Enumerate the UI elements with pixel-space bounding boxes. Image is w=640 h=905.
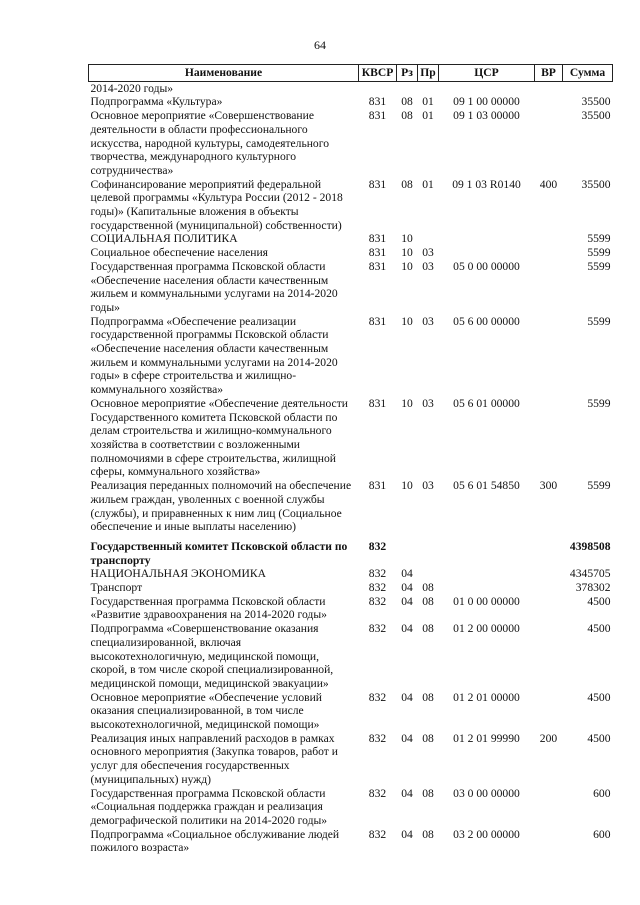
cell-csr: [439, 534, 535, 567]
cell-vr: [535, 622, 563, 691]
table-row: [89, 622, 613, 691]
cell-kvsr: 831: [368, 396, 387, 410]
cell-pr: 08: [422, 581, 434, 595]
cell-rz: 10: [401, 479, 413, 493]
cell-kvsr: 831: [368, 479, 387, 493]
header-sum: Сумма: [563, 65, 613, 82]
cell-rz: 10: [401, 259, 413, 273]
header-name: Наименование: [89, 65, 359, 82]
cell-sum: 4345705: [569, 567, 611, 581]
cell-sum: 4398508: [569, 539, 611, 553]
cell-sum: 5599: [587, 246, 611, 260]
cell-sum: 4500: [587, 731, 611, 745]
cell-sum: 4500: [587, 690, 611, 704]
cell-pr: 03: [422, 396, 434, 410]
cell-name: Подпрограмма «Социальное обслуживание людей пожилого возраста»: [90, 827, 340, 855]
cell-vr: 200: [539, 731, 558, 745]
cell-rz: 10: [401, 396, 413, 410]
cell-csr: 01 2 01 00000: [453, 690, 520, 704]
cell-rz: 08: [401, 177, 413, 191]
table-row: [89, 315, 613, 397]
cell-pr: 03: [422, 259, 434, 273]
cell-sum: 5599: [587, 314, 611, 328]
table-row: [89, 581, 613, 595]
cell-kvsr: 832: [368, 539, 387, 553]
cell-csr: 09 1 00 00000: [453, 95, 520, 109]
cell-sum: 35500: [581, 95, 611, 109]
cell-sum: 5599: [587, 232, 611, 246]
cell-rz: 10: [401, 232, 413, 246]
cell-csr: 01 0 00 00000: [453, 594, 520, 608]
cell-name: Основное мероприятие «Обеспечение деятельности Государственного комитета Псковской области по делам строительства и жилищно-коммунального хозяйства в соответствии с возложенными полномочиями в сфере строительства, жилищной сферы, коммунального хозяйства»: [90, 396, 348, 479]
cell-name: Подпрограмма «Совершенствование оказания специализированной, включая высокотехнологичную, медицинской помощи, скорой, в том числе скорой специализированной, медицинской помощи, медицинской эвакуации»: [90, 622, 334, 690]
cell-csr: [439, 81, 535, 95]
cell-sum: 35500: [581, 109, 611, 123]
cell-name: Государственная программа Псковской области «Социальная поддержка граждан и реализация демографической политики на 2014-2020 годы»: [90, 786, 328, 827]
cell-pr: 08: [422, 827, 434, 841]
cell-name: СОЦИАЛЬНАЯ ПОЛИТИКА: [90, 232, 238, 246]
cell-pr: 01: [422, 177, 434, 191]
cell-pr: 08: [422, 622, 434, 636]
cell-rz: 04: [401, 581, 413, 595]
cell-vr: [535, 81, 563, 95]
cell-pr: [418, 534, 439, 567]
cell-kvsr: 831: [368, 232, 387, 246]
table-row: [89, 81, 613, 95]
cell-sum: 35500: [581, 177, 611, 191]
cell-vr: [535, 534, 563, 567]
cell-pr: 01: [422, 95, 434, 109]
cell-name: Государственная программа Псковской области «Развитие здравоохранения на 2014-2020 годы»: [90, 594, 327, 622]
cell-pr: [418, 81, 439, 95]
cell-csr: 09 1 03 00000: [453, 109, 520, 123]
budget-table: [88, 64, 613, 855]
cell-name: Реализация иных направлений расходов в рамках основного мероприятия (Закупка товаров, работ и услуг для обеспечения государственных (муниципальных) нужд): [90, 731, 338, 786]
cell-rz: [397, 81, 418, 95]
cell-kvsr: 832: [368, 827, 387, 841]
cell-csr: 01 2 00 00000: [453, 622, 520, 636]
table-body: [89, 81, 613, 855]
cell-kvsr: 831: [368, 259, 387, 273]
table-row: [89, 732, 613, 787]
cell-vr: 400: [539, 177, 558, 191]
cell-csr: 09 1 03 R0140: [452, 177, 521, 191]
cell-kvsr: 832: [368, 581, 387, 595]
cell-vr: [535, 260, 563, 315]
table-row: [89, 691, 613, 732]
cell-rz: 04: [401, 594, 413, 608]
cell-sum: [563, 81, 613, 95]
cell-sum: 5599: [587, 396, 611, 410]
table-row: [89, 479, 613, 534]
cell-vr: [535, 595, 563, 622]
table-row: [89, 567, 613, 581]
table-row: [89, 828, 613, 855]
cell-rz: 04: [401, 731, 413, 745]
cell-pr: [418, 567, 439, 581]
cell-csr: [439, 581, 535, 595]
cell-rz: [397, 534, 418, 567]
cell-kvsr: 832: [368, 786, 387, 800]
cell-csr: 05 0 00 00000: [453, 259, 520, 273]
cell-pr: 03: [422, 479, 434, 493]
table-row: [89, 397, 613, 479]
cell-rz: 04: [401, 690, 413, 704]
header-pr: Пр: [418, 65, 439, 82]
table-row: [89, 787, 613, 828]
cell-csr: 05 6 00 00000: [453, 314, 520, 328]
cell-pr: 03: [422, 314, 434, 328]
cell-csr: [439, 246, 535, 260]
table-row: [89, 178, 613, 233]
cell-vr: [535, 232, 563, 246]
cell-kvsr: 831: [368, 246, 387, 260]
cell-kvsr: 831: [368, 177, 387, 191]
cell-name: Основное мероприятие «Совершенствование деятельности в области профессионального искусства, народной культуры, самодеятельного творчества, международного культурного сотрудничества»: [90, 109, 329, 177]
cell-kvsr: 831: [368, 314, 387, 328]
cell-kvsr: 832: [368, 690, 387, 704]
table-header: [89, 65, 613, 82]
cell-csr: 03 0 00 00000: [453, 786, 520, 800]
cell-kvsr: [359, 81, 397, 95]
cell-pr: 01: [422, 109, 434, 123]
cell-rz: 10: [401, 246, 413, 260]
cell-kvsr: 832: [368, 622, 387, 636]
cell-vr: [535, 691, 563, 732]
table-row: [89, 109, 613, 178]
cell-sum: 4500: [587, 622, 611, 636]
cell-sum: 5599: [587, 479, 611, 493]
cell-kvsr: 832: [368, 731, 387, 745]
cell-pr: [418, 232, 439, 246]
cell-rz: 08: [401, 109, 413, 123]
cell-sum: 378302: [575, 581, 611, 595]
cell-kvsr: 832: [368, 594, 387, 608]
cell-name: НАЦИОНАЛЬНАЯ ЭКОНОМИКА: [90, 567, 267, 581]
cell-rz: 04: [401, 567, 413, 581]
cell-name: Подпрограмма «Культура»: [90, 95, 223, 109]
cell-vr: [535, 95, 563, 109]
cell-pr: 08: [422, 690, 434, 704]
cell-vr: [535, 787, 563, 828]
cell-sum: 4500: [587, 594, 611, 608]
cell-kvsr: 831: [368, 109, 387, 123]
cell-vr: [535, 246, 563, 260]
cell-pr: 08: [422, 786, 434, 800]
cell-name: Социальное обеспечение населения: [90, 246, 269, 260]
cell-vr: [535, 315, 563, 397]
cell-rz: 04: [401, 827, 413, 841]
cell-name: Государственная программа Псковской области «Обеспечение населения области качественным жильем и коммунальными услугами на 2014-2020 годы»: [90, 259, 338, 314]
table-row: [89, 246, 613, 260]
header-kvsr: КВСР: [359, 65, 397, 82]
cell-csr: [439, 567, 535, 581]
cell-vr: 300: [539, 479, 558, 493]
cell-pr: 03: [422, 246, 434, 260]
cell-vr: [535, 828, 563, 855]
cell-pr: 08: [422, 594, 434, 608]
table-row: [89, 232, 613, 246]
cell-pr: 08: [422, 731, 434, 745]
cell-name: Подпрограмма «Обеспечение реализации государственной программы Псковской области «Обеспечение населения области качественным жильем и коммунальными услугами на 2014-2020 годы» в сфере строительства и жилищно-коммунального хозяйства»: [90, 314, 338, 397]
cell-vr: [535, 109, 563, 178]
cell-kvsr: 831: [368, 95, 387, 109]
cell-vr: [535, 581, 563, 595]
cell-rz: 04: [401, 786, 413, 800]
cell-name: Государственный комитет Псковской области по транспорту: [90, 539, 348, 567]
cell-sum: 5599: [587, 259, 611, 273]
table-row: [89, 260, 613, 315]
cell-csr: [439, 232, 535, 246]
header-rz: Рз: [397, 65, 418, 82]
cell-sum: 600: [593, 786, 611, 800]
cell-name: 2014-2020 годы»: [90, 81, 174, 95]
cell-csr: 05 6 01 00000: [453, 396, 520, 410]
cell-name: Реализация переданных полномочий на обеспечение жильем граждан, уволенных с военной службы (службы), и приравненных к ним лиц (Социальное обеспечение и иные выплаты населению): [90, 479, 352, 534]
cell-csr: 05 6 01 54850: [453, 479, 520, 493]
cell-name: Транспорт: [90, 581, 143, 595]
cell-rz: 10: [401, 314, 413, 328]
cell-sum: 600: [593, 827, 611, 841]
cell-rz: 04: [401, 622, 413, 636]
table-row: [89, 595, 613, 622]
cell-csr: 03 2 00 00000: [453, 827, 520, 841]
cell-rz: 08: [401, 95, 413, 109]
header-vr: ВР: [535, 65, 563, 82]
cell-vr: [535, 397, 563, 479]
cell-csr: 01 2 01 99990: [453, 731, 520, 745]
header-csr: ЦСР: [439, 65, 535, 82]
cell-kvsr: 832: [368, 567, 387, 581]
cell-vr: [535, 567, 563, 581]
table-row: [89, 534, 613, 567]
cell-name: Софинансирование мероприятий федеральной целевой программы «Культура России (2012 - 2018 годы)» (Капитальные вложения в объекты государственной (муниципальной) собственности): [90, 177, 343, 232]
table-row: [89, 95, 613, 109]
page-number: 64: [314, 38, 326, 52]
cell-name: Основное мероприятие «Обеспечение условий оказания специализированной, в том числе высокотехнологичной, медицинской помощи»: [90, 690, 323, 732]
